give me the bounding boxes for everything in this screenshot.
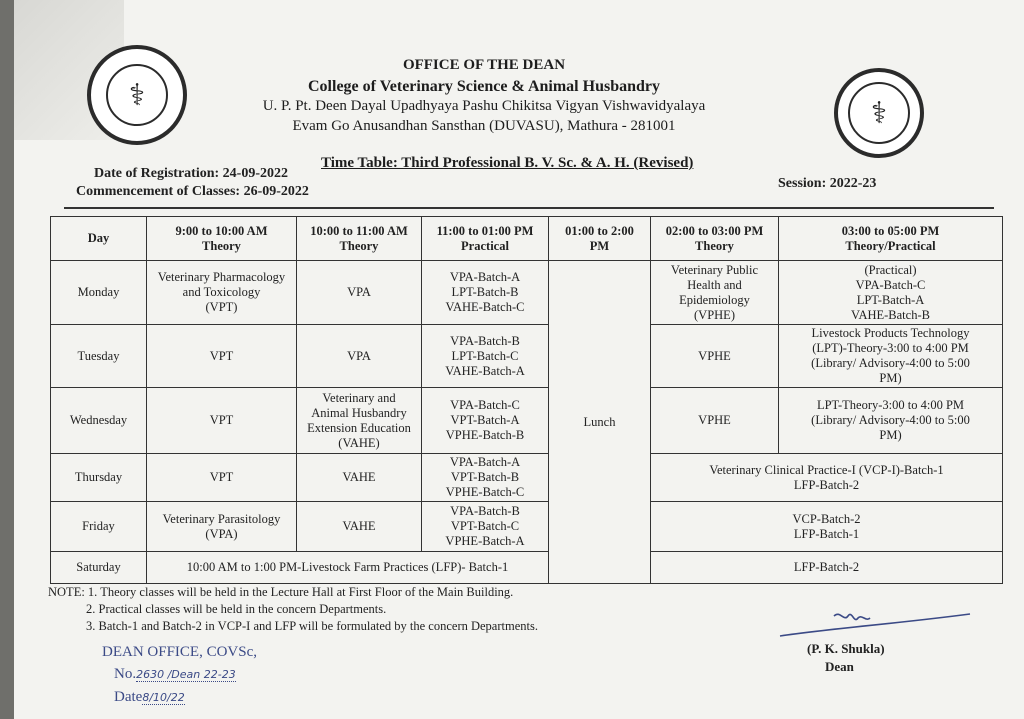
- caduceus-emblem-icon: ⚕: [848, 82, 910, 144]
- day-cell: Friday: [51, 502, 147, 552]
- day-cell: Thursday: [51, 454, 147, 502]
- cell-slot-2: VPA: [297, 325, 422, 388]
- row-wednesday: [51, 388, 1003, 454]
- lunch-cell: Lunch: [549, 261, 651, 584]
- row-tuesday: [51, 325, 1003, 388]
- cell-slot-2: Veterinary and Animal Husbandry Extension Education (VAHE): [297, 388, 422, 454]
- cell-slot-2: VAHE: [297, 502, 422, 552]
- note-3: 3. Batch-1 and Batch-2 in VCP-I and LFP will be formulated by the concern Departments.: [86, 619, 538, 633]
- cell-slot-6: (Practical) VPA-Batch-C LPT-Batch-A VAHE-Batch-B: [779, 261, 1003, 325]
- timetable: [50, 216, 1003, 584]
- cell-slot-5-6: VCP-Batch-2 LFP-Batch-1: [651, 502, 1003, 552]
- dean-signature: [774, 606, 974, 640]
- cell-slot-1: Veterinary Parasitology (VPA): [147, 502, 297, 552]
- cell-slot-3: VPA-Batch-B VPT-Batch-C VPHE-Batch-A: [422, 502, 549, 552]
- office-stamp: [102, 641, 257, 709]
- header-slot-2: 10:00 to 11:00 AM Theory: [297, 217, 422, 261]
- timetable-title: Time Table: Third Professional B. V. Sc. & A. H. (Revised): [321, 155, 694, 171]
- document-page: [14, 0, 1024, 719]
- header-slot-lunch: 01:00 to 2:00 PM: [549, 217, 651, 261]
- cell-slot-3: VPA-Batch-A LPT-Batch-B VAHE-Batch-C: [422, 261, 549, 325]
- header-rule: [64, 207, 994, 209]
- stamp-date-label: Date: [114, 689, 143, 705]
- university-name-line2: Evam Go Anusandhan Sansthan (DUVASU), Mathura - 281001: [292, 118, 676, 134]
- note-1: NOTE: 1. Theory classes will be held in the Lecture Hall at First Floor of the Main Building.: [48, 585, 514, 599]
- stamp-office: DEAN OFFICE, COVSc,: [102, 644, 258, 660]
- stamp-date-line: [102, 686, 257, 709]
- registration-date: Date of Registration: 24-09-2022: [94, 166, 289, 181]
- note-2: 2. Practical classes will be held in the concern Departments.: [86, 602, 387, 616]
- header-row: [51, 217, 1003, 261]
- cell-slot-5: VPHE: [651, 325, 779, 388]
- cell-slot-5: VPHE: [651, 388, 779, 454]
- office-heading: OFFICE OF THE DEAN: [402, 57, 566, 73]
- row-thursday: [51, 454, 1003, 502]
- cell-slot-5: Veterinary Public Health and Epidemiology (VPHE): [651, 261, 779, 325]
- cell-slot-6: Livestock Products Technology (LPT)-Theory-3:00 to 4:00 PM (Library/ Advisory-4:00 to 5:00 PM): [779, 325, 1003, 388]
- university-logo: [834, 68, 924, 158]
- cell-slot-2: VAHE: [297, 454, 422, 502]
- cell-slot-3: VPA-Batch-B LPT-Batch-C VAHE-Batch-A: [422, 325, 549, 388]
- caduceus-icon: ⚕: [106, 64, 168, 126]
- cell-slot-6: LPT-Theory-3:00 to 4:00 PM (Library/ Advisory-4:00 to 5:00 PM): [779, 388, 1003, 454]
- notes: [48, 584, 538, 635]
- day-cell: Tuesday: [51, 325, 147, 388]
- college-name: College of Veterinary Science & Animal Husbandry: [308, 78, 660, 95]
- session-label: Session: 2022-23: [778, 176, 877, 191]
- row-monday: [51, 261, 1003, 325]
- cell-slot-1: VPT: [147, 454, 297, 502]
- header-slot-3: 11:00 to 01:00 PM Practical: [422, 217, 549, 261]
- college-logo: [87, 45, 187, 145]
- cell-slot-5-6: Veterinary Clinical Practice-I (VCP-I)-Batch-1 LFP-Batch-2: [651, 454, 1003, 502]
- cell-slot-1-3: 10:00 AM to 1:00 PM-Livestock Farm Practices (LFP)- Batch-1: [147, 552, 549, 584]
- signatory-name: (P. K. Shukla): [807, 641, 885, 656]
- signatory: [807, 640, 885, 676]
- cell-slot-3: VPA-Batch-A VPT-Batch-B VPHE-Batch-C: [422, 454, 549, 502]
- header-slot-5: 02:00 to 03:00 PM Theory: [651, 217, 779, 261]
- cell-slot-1: VPT: [147, 325, 297, 388]
- row-friday: [51, 502, 1003, 552]
- header-day: Day: [51, 217, 147, 261]
- cell-slot-1: VPT: [147, 388, 297, 454]
- day-cell: Wednesday: [51, 388, 147, 454]
- stamp-number-line: [102, 663, 257, 686]
- cell-slot-3: VPA-Batch-C VPT-Batch-A VPHE-Batch-B: [422, 388, 549, 454]
- commencement-date: Commencement of Classes: 26-09-2022: [76, 184, 309, 199]
- stamp-date-value: 8/10/22: [142, 691, 185, 704]
- header-slot-1: 9:00 to 10:00 AM Theory: [147, 217, 297, 261]
- stamp-no-label: No.: [114, 666, 137, 682]
- day-cell: Monday: [51, 261, 147, 325]
- university-name-line1: U. P. Pt. Deen Dayal Upadhyaya Pashu Chikitsa Vigyan Vishwavidyalaya: [262, 98, 706, 114]
- cell-slot-1: Veterinary Pharmacology and Toxicology (VPT): [147, 261, 297, 325]
- cell-slot-5-6: LFP-Batch-2: [651, 552, 1003, 584]
- header-slot-6: 03:00 to 05:00 PM Theory/Practical: [779, 217, 1003, 261]
- signatory-designation: Dean: [825, 659, 854, 674]
- day-cell: Saturday: [51, 552, 147, 584]
- row-saturday: [51, 552, 1003, 584]
- cell-slot-2: VPA: [297, 261, 422, 325]
- stamp-number-value: 2630 /Dean 22-23: [136, 668, 236, 681]
